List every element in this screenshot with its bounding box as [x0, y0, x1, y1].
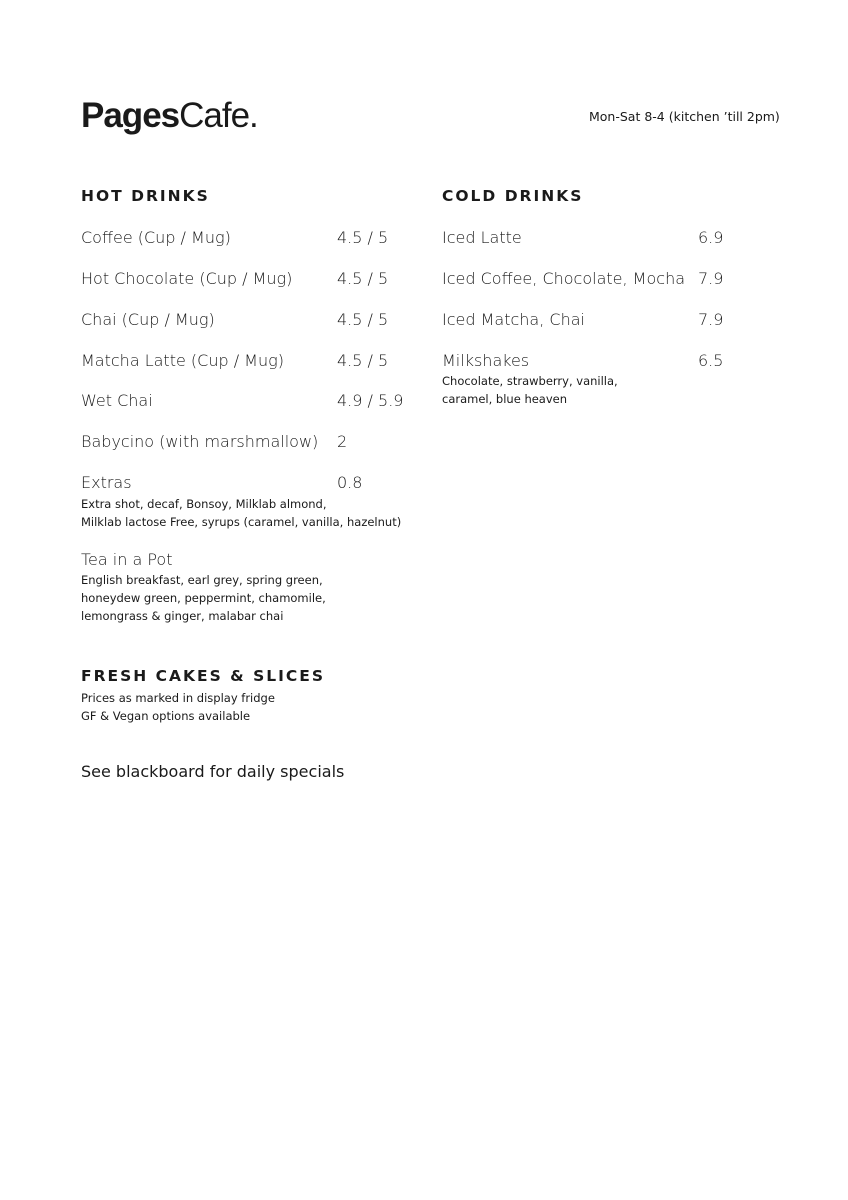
menu-item-price: 4.9 / 5.9 [337, 391, 404, 410]
logo-bold-text: Pages [81, 96, 180, 135]
cafe-logo [81, 96, 258, 136]
menu-item-description: Milklab lactose Free, syrups (caramel, vanilla, hazelnut) [81, 515, 402, 529]
menu-item-description: honeydew green, peppermint, chamomile, [81, 591, 326, 605]
menu-item-description: English breakfast, earl grey, spring green, [81, 573, 323, 587]
menu-item-price: 4.5 / 5 [337, 310, 389, 329]
menu-item-name: Tea in a Pot [81, 550, 173, 569]
menu-item-name: Wet Chai [81, 391, 153, 410]
menu-item-name: Milkshakes [442, 351, 530, 370]
menu-item-price: 7.9 [698, 310, 724, 329]
menu-item-price: 4.5 / 5 [337, 269, 389, 288]
cakes-description: Prices as marked in display fridge [81, 691, 275, 705]
menu-item-name: Babycino (with marshmallow) [81, 432, 319, 451]
menu-item-price: 2 [337, 432, 348, 451]
logo-light-text: Cafe. [179, 96, 258, 135]
menu-item-price: 7.9 [698, 269, 724, 288]
opening-hours: Mon-Sat 8-4 (kitchen ’till 2pm) [589, 109, 780, 124]
menu-item-name: Iced Latte [442, 228, 522, 247]
menu-item-name: Matcha Latte (Cup / Mug) [81, 351, 284, 370]
cakes-description: GF & Vegan options available [81, 709, 251, 723]
menu-item-name: Iced Coffee, Chocolate, Mocha [442, 269, 686, 288]
cakes-heading: FRESH CAKES & SLICES [81, 667, 326, 685]
menu-item-description: lemongrass & ginger, malabar chai [81, 609, 284, 623]
menu-item-price: 0.8 [337, 473, 363, 492]
menu-item-description: caramel, blue heaven [442, 392, 568, 406]
menu-item-name: Hot Chocolate (Cup / Mug) [81, 269, 293, 288]
menu-item-description: Chocolate, strawberry, vanilla, [442, 374, 618, 388]
menu-item-name: Chai (Cup / Mug) [81, 310, 215, 329]
menu-item-price: 6.5 [698, 351, 724, 370]
hot-drinks-heading: HOT DRINKS [81, 187, 210, 205]
cold-drinks-heading: COLD DRINKS [442, 187, 584, 205]
menu-item-name: Coffee (Cup / Mug) [81, 228, 231, 247]
menu-item-description: Extra shot, decaf, Bonsoy, Milklab almond, [81, 497, 327, 511]
specials-note: See blackboard for daily specials [81, 762, 345, 781]
menu-item-price: 6.9 [698, 228, 724, 247]
menu-item-name: Extras [81, 473, 132, 492]
menu-item-name: Iced Matcha, Chai [442, 310, 585, 329]
menu-item-price: 4.5 / 5 [337, 228, 389, 247]
menu-item-price: 4.5 / 5 [337, 351, 389, 370]
